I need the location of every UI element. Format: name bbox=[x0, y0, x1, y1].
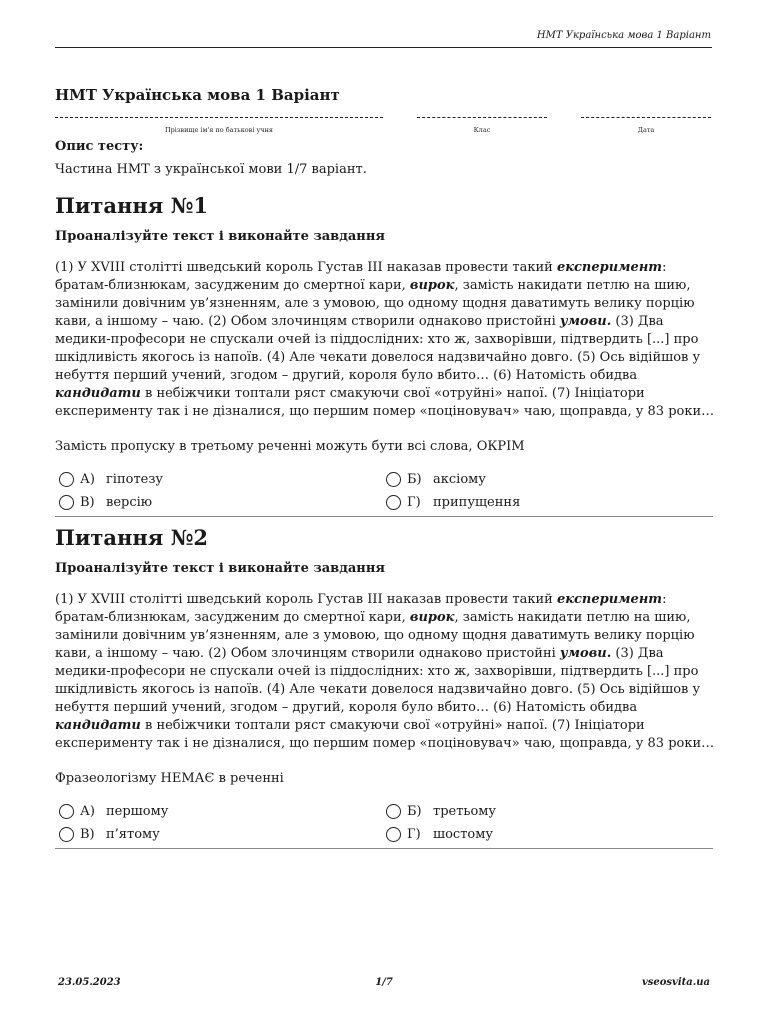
option-v[interactable] bbox=[55, 824, 160, 844]
question-divider bbox=[55, 516, 713, 517]
option-letter: Б) bbox=[407, 471, 422, 487]
page-title: НМТ Українська мова 1 Варіант bbox=[55, 86, 340, 104]
footer-site: vseosvita.ua bbox=[641, 977, 710, 988]
description-label: Опис тесту: bbox=[55, 139, 144, 154]
option-letter: А) bbox=[80, 803, 95, 819]
option-text: п’ятому bbox=[106, 826, 160, 842]
option-letter: Г) bbox=[407, 826, 421, 842]
option-letter: А) bbox=[80, 471, 95, 487]
option-b[interactable] bbox=[382, 469, 486, 489]
radio-button[interactable] bbox=[386, 472, 401, 487]
passage-emphasis: експеримент bbox=[556, 260, 663, 275]
radio-button[interactable] bbox=[386, 495, 401, 510]
option-a[interactable] bbox=[55, 801, 168, 821]
option-text: версію bbox=[106, 494, 153, 510]
question-instruction: Проаналізуйте текст і виконайте завдання bbox=[55, 229, 385, 244]
footer-page-number: 1/7 bbox=[375, 977, 393, 988]
option-text: гіпотезу bbox=[106, 471, 164, 487]
option-text: аксіому bbox=[433, 471, 486, 487]
date-signature-line bbox=[581, 117, 711, 118]
option-text: припущення bbox=[433, 494, 521, 510]
option-letter: В) bbox=[80, 826, 95, 842]
passage-segment: (1) У XVIII столітті шведський король Густав III наказав провести такий bbox=[55, 260, 557, 275]
option-letter: Г) bbox=[407, 494, 421, 510]
class-signature-line bbox=[417, 117, 547, 118]
passage-segment: (1) У XVIII столітті шведський король Густав III наказав провести такий bbox=[55, 592, 557, 607]
radio-button[interactable] bbox=[59, 804, 74, 819]
running-header: НМТ Українська мова 1 Варіант bbox=[536, 30, 711, 41]
passage-emphasis: умови. bbox=[559, 314, 612, 329]
question-instruction: Проаналізуйте текст і виконайте завдання bbox=[55, 561, 385, 576]
passage-text bbox=[55, 591, 717, 753]
date-signature-label: Дата bbox=[637, 126, 655, 134]
passage-segment: (3) Два медики-професори не спускали очей із піддослідних: хто ж, захворівши, підтвердить [...] про шкідливість якогось із напоїв. (4) Але чекати довелося надзвичайно довго. (5) Ось відійшов у небуття перший учений, згодом – другий, короля було вбито… (6) Натомість обидва bbox=[55, 314, 701, 383]
radio-button[interactable] bbox=[386, 804, 401, 819]
option-text: третьому bbox=[433, 803, 497, 819]
option-text: шостому bbox=[433, 826, 493, 842]
question-title: Питання №2 bbox=[55, 525, 209, 550]
question-title: Питання №1 bbox=[55, 193, 209, 218]
option-a[interactable] bbox=[55, 469, 163, 489]
option-letter: Б) bbox=[407, 803, 422, 819]
option-letter: В) bbox=[80, 494, 95, 510]
question-1 bbox=[55, 193, 713, 515]
passage-emphasis: кандидати bbox=[55, 386, 141, 401]
passage-segment: : братам-близнюкам, засудженим до смертної кари, bbox=[55, 592, 667, 625]
name-signature-line bbox=[55, 117, 383, 118]
option-h[interactable] bbox=[382, 492, 520, 512]
question-divider bbox=[55, 848, 713, 849]
question-prompt: Замість пропуску в третьому реченні можуть бути всі слова, ОКРІМ bbox=[55, 439, 525, 454]
passage-text bbox=[55, 259, 717, 421]
radio-button[interactable] bbox=[59, 472, 74, 487]
passage-emphasis: вирок bbox=[409, 610, 455, 625]
class-signature-label: Клас bbox=[473, 126, 491, 134]
option-text: першому bbox=[106, 803, 169, 819]
passage-segment: , замість накидати петлю на шию, замінили довічним ув’язненням, але з умовою, що одному щодня даватимуть велику порцію кави, а іншому – чаю. (2) Обом злочинцям створили однаково пристойні bbox=[55, 278, 695, 329]
header-divider bbox=[55, 47, 712, 48]
passage-emphasis: кандидати bbox=[55, 718, 141, 733]
passage-emphasis: експеримент bbox=[556, 592, 663, 607]
name-signature-label: Прізвище ім'я по батькові учня bbox=[164, 126, 274, 134]
passage-emphasis: вирок bbox=[409, 278, 455, 293]
passage-segment: в небіжчики топтали ряст смакуючи свої «отруйні» напої. (7) Ініціатори експерименту так і не дізналися, що першим помер «поціновувач» чаю, щоправда, у 83 роки… bbox=[55, 718, 715, 751]
passage-segment: (3) Два медики-професори не спускали очей із піддослідних: хто ж, захворівши, підтвердить [...] про шкідливість якогось із напоїв. (4) Але чекати довелося надзвичайно довго. (5) Ось відійшов у небуття перший учений, згодом – другий, короля було вбито… (6) Натомість обидва bbox=[55, 646, 701, 715]
radio-button[interactable] bbox=[59, 827, 74, 842]
passage-segment: , замість накидати петлю на шию, замінили довічним ув’язненням, але з умовою, що одному щодня даватимуть велику порцію кави, а іншому – чаю. (2) Обом злочинцям створили однаково пристойні bbox=[55, 610, 695, 661]
question-2 bbox=[55, 525, 713, 847]
option-v[interactable] bbox=[55, 492, 152, 512]
answer-options bbox=[55, 801, 713, 847]
passage-segment: : братам-близнюкам, засудженим до смертної кари, bbox=[55, 260, 667, 293]
answer-options bbox=[55, 469, 713, 515]
footer-date: 23.05.2023 bbox=[58, 977, 121, 988]
option-h[interactable] bbox=[382, 824, 493, 844]
radio-button[interactable] bbox=[59, 495, 74, 510]
radio-button[interactable] bbox=[386, 827, 401, 842]
description-text: Частина НМТ з української мови 1/7 варіант. bbox=[55, 162, 367, 177]
question-prompt: Фразеологізму НЕМАЄ в реченні bbox=[55, 771, 284, 786]
option-b[interactable] bbox=[382, 801, 496, 821]
passage-emphasis: умови. bbox=[559, 646, 612, 661]
passage-segment: в небіжчики топтали ряст смакуючи свої «отруйні» напої. (7) Ініціатори експерименту так і не дізналися, що першим помер «поціновувач» чаю, щоправда, у 83 роки… bbox=[55, 386, 715, 419]
